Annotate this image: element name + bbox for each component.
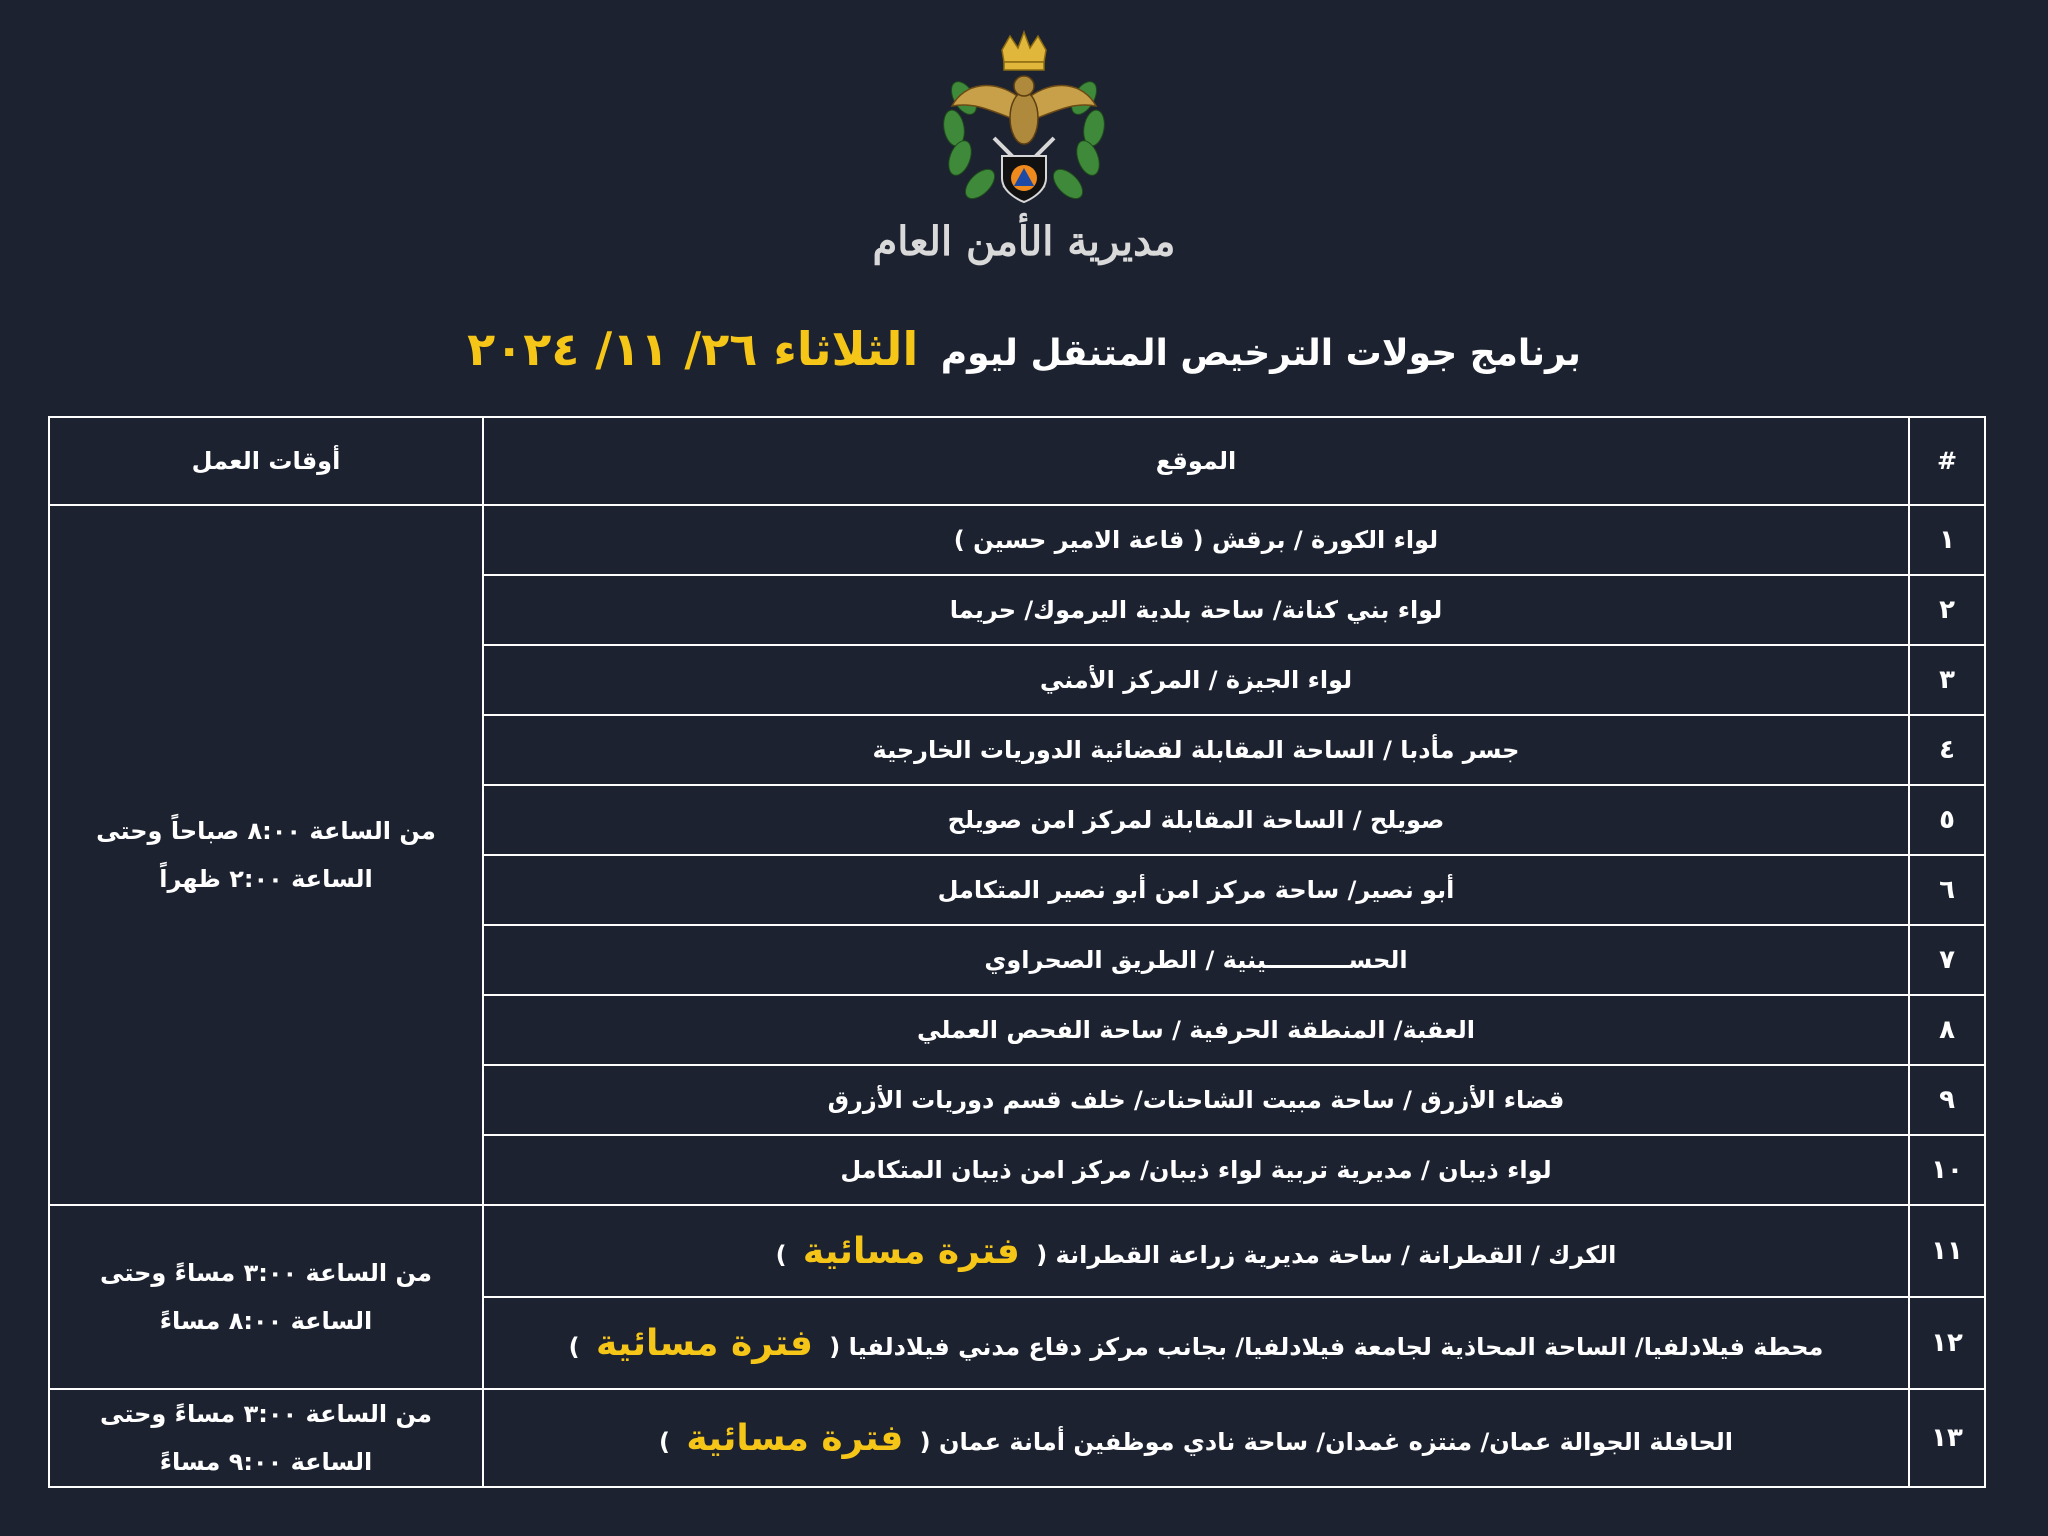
row-number: ١٢ (1909, 1297, 1985, 1389)
row-number: ١ (1909, 505, 1985, 575)
row-location: لواء ذيبان / مديرية تربية لواء ذيبان/ مركز امن ذيبان المتكامل (483, 1135, 1909, 1205)
location-text: محطة فيلادلفيا/ الساحة المحاذية لجامعة فيلادلفيا/ بجانب مركز دفاع مدني فيلادلفيا ( (829, 1332, 1824, 1361)
row-number: ٥ (1909, 785, 1985, 855)
public-security-emblem (924, 28, 1124, 228)
location-close: ) (775, 1240, 787, 1269)
row-number: ٦ (1909, 855, 1985, 925)
row-number: ٣ (1909, 645, 1985, 715)
row-location: قضاء الأزرق / ساحة مبيت الشاحنات/ خلف قسم دوريات الأزرق (483, 1065, 1909, 1135)
hours-line: الساعة ٨:٠٠ مساءً (159, 1307, 373, 1335)
location-close: ) (659, 1427, 671, 1456)
title-prefix: برنامج جولات الترخيص المتنقل ليوم (940, 333, 1581, 374)
table-row (49, 505, 1985, 575)
hours-line: من الساعة ٣:٠٠ مساءً وحتى (100, 1400, 432, 1428)
row-number: ٤ (1909, 715, 1985, 785)
hours-line: الساعة ٢:٠٠ ظهراً (159, 865, 373, 893)
evening-period-label: فترة مسائية (686, 1417, 904, 1459)
table-header-row (49, 417, 1985, 505)
evening-period-label: فترة مسائية (802, 1230, 1020, 1272)
row-location: صويلح / الساحة المقابلة لمركز امن صويلح (483, 785, 1909, 855)
table-row (49, 1389, 1985, 1487)
row-location: جسر مأدبا / الساحة المقابلة لقضائية الدوريات الخارجية (483, 715, 1909, 785)
row-number: ٨ (1909, 995, 1985, 1065)
hours-line: من الساعة ٨:٠٠ صباحاً وحتى (96, 817, 436, 845)
row-number: ١٣ (1909, 1389, 1985, 1487)
column-header-number: # (1909, 417, 1985, 505)
row-location: لواء بني كنانة/ ساحة بلدية اليرموك/ حريما (483, 575, 1909, 645)
hours-line: من الساعة ٣:٠٠ مساءً وحتى (100, 1259, 432, 1287)
title-date: الثلاثاء ٢٦/ ١١/ ٢٠٢٤ (467, 322, 919, 376)
schedule-table (48, 416, 1986, 1488)
row-location: العقبة/ المنطقة الحرفية / ساحة الفحص العملي (483, 995, 1909, 1065)
row-location (483, 1389, 1909, 1487)
column-header-location: الموقع (483, 417, 1909, 505)
row-number: ١٠ (1909, 1135, 1985, 1205)
row-location: لواء الجيزة / المركز الأمني (483, 645, 1909, 715)
row-location (483, 1205, 1909, 1297)
row-location: الحســــــــــينية / الطريق الصحراوي (483, 925, 1909, 995)
hours-line: الساعة ٩:٠٠ مساءً (159, 1448, 373, 1476)
row-number: ٩ (1909, 1065, 1985, 1135)
page-title (0, 322, 2048, 376)
row-location (483, 1297, 1909, 1389)
row-number: ٢ (1909, 575, 1985, 645)
row-number: ٧ (1909, 925, 1985, 995)
table-row (49, 1205, 1985, 1297)
location-text: الكرك / القطرانة / ساحة مديرية زراعة القطرانة ( (1036, 1240, 1617, 1269)
row-location: لواء الكورة / برقش ( قاعة الامير حسين ) (483, 505, 1909, 575)
column-header-hours: أوقات العمل (49, 417, 483, 505)
row-location: أبو نصير/ ساحة مركز امن أبو نصير المتكامل (483, 855, 1909, 925)
hours-cell-evening-1 (49, 1205, 483, 1389)
hours-cell-evening-2 (49, 1389, 483, 1487)
eagle-emblem-icon (924, 28, 1124, 228)
row-number: ١١ (1909, 1205, 1985, 1297)
location-close: ) (568, 1332, 580, 1361)
location-text: الحافلة الجوالة عمان/ منتزه غمدان/ ساحة نادي موظفين أمانة عمان ( (919, 1427, 1733, 1456)
hours-cell-morning (49, 505, 483, 1205)
evening-period-label: فترة مسائية (595, 1322, 813, 1364)
organization-name: مديرية الأمن العام (872, 218, 1176, 265)
